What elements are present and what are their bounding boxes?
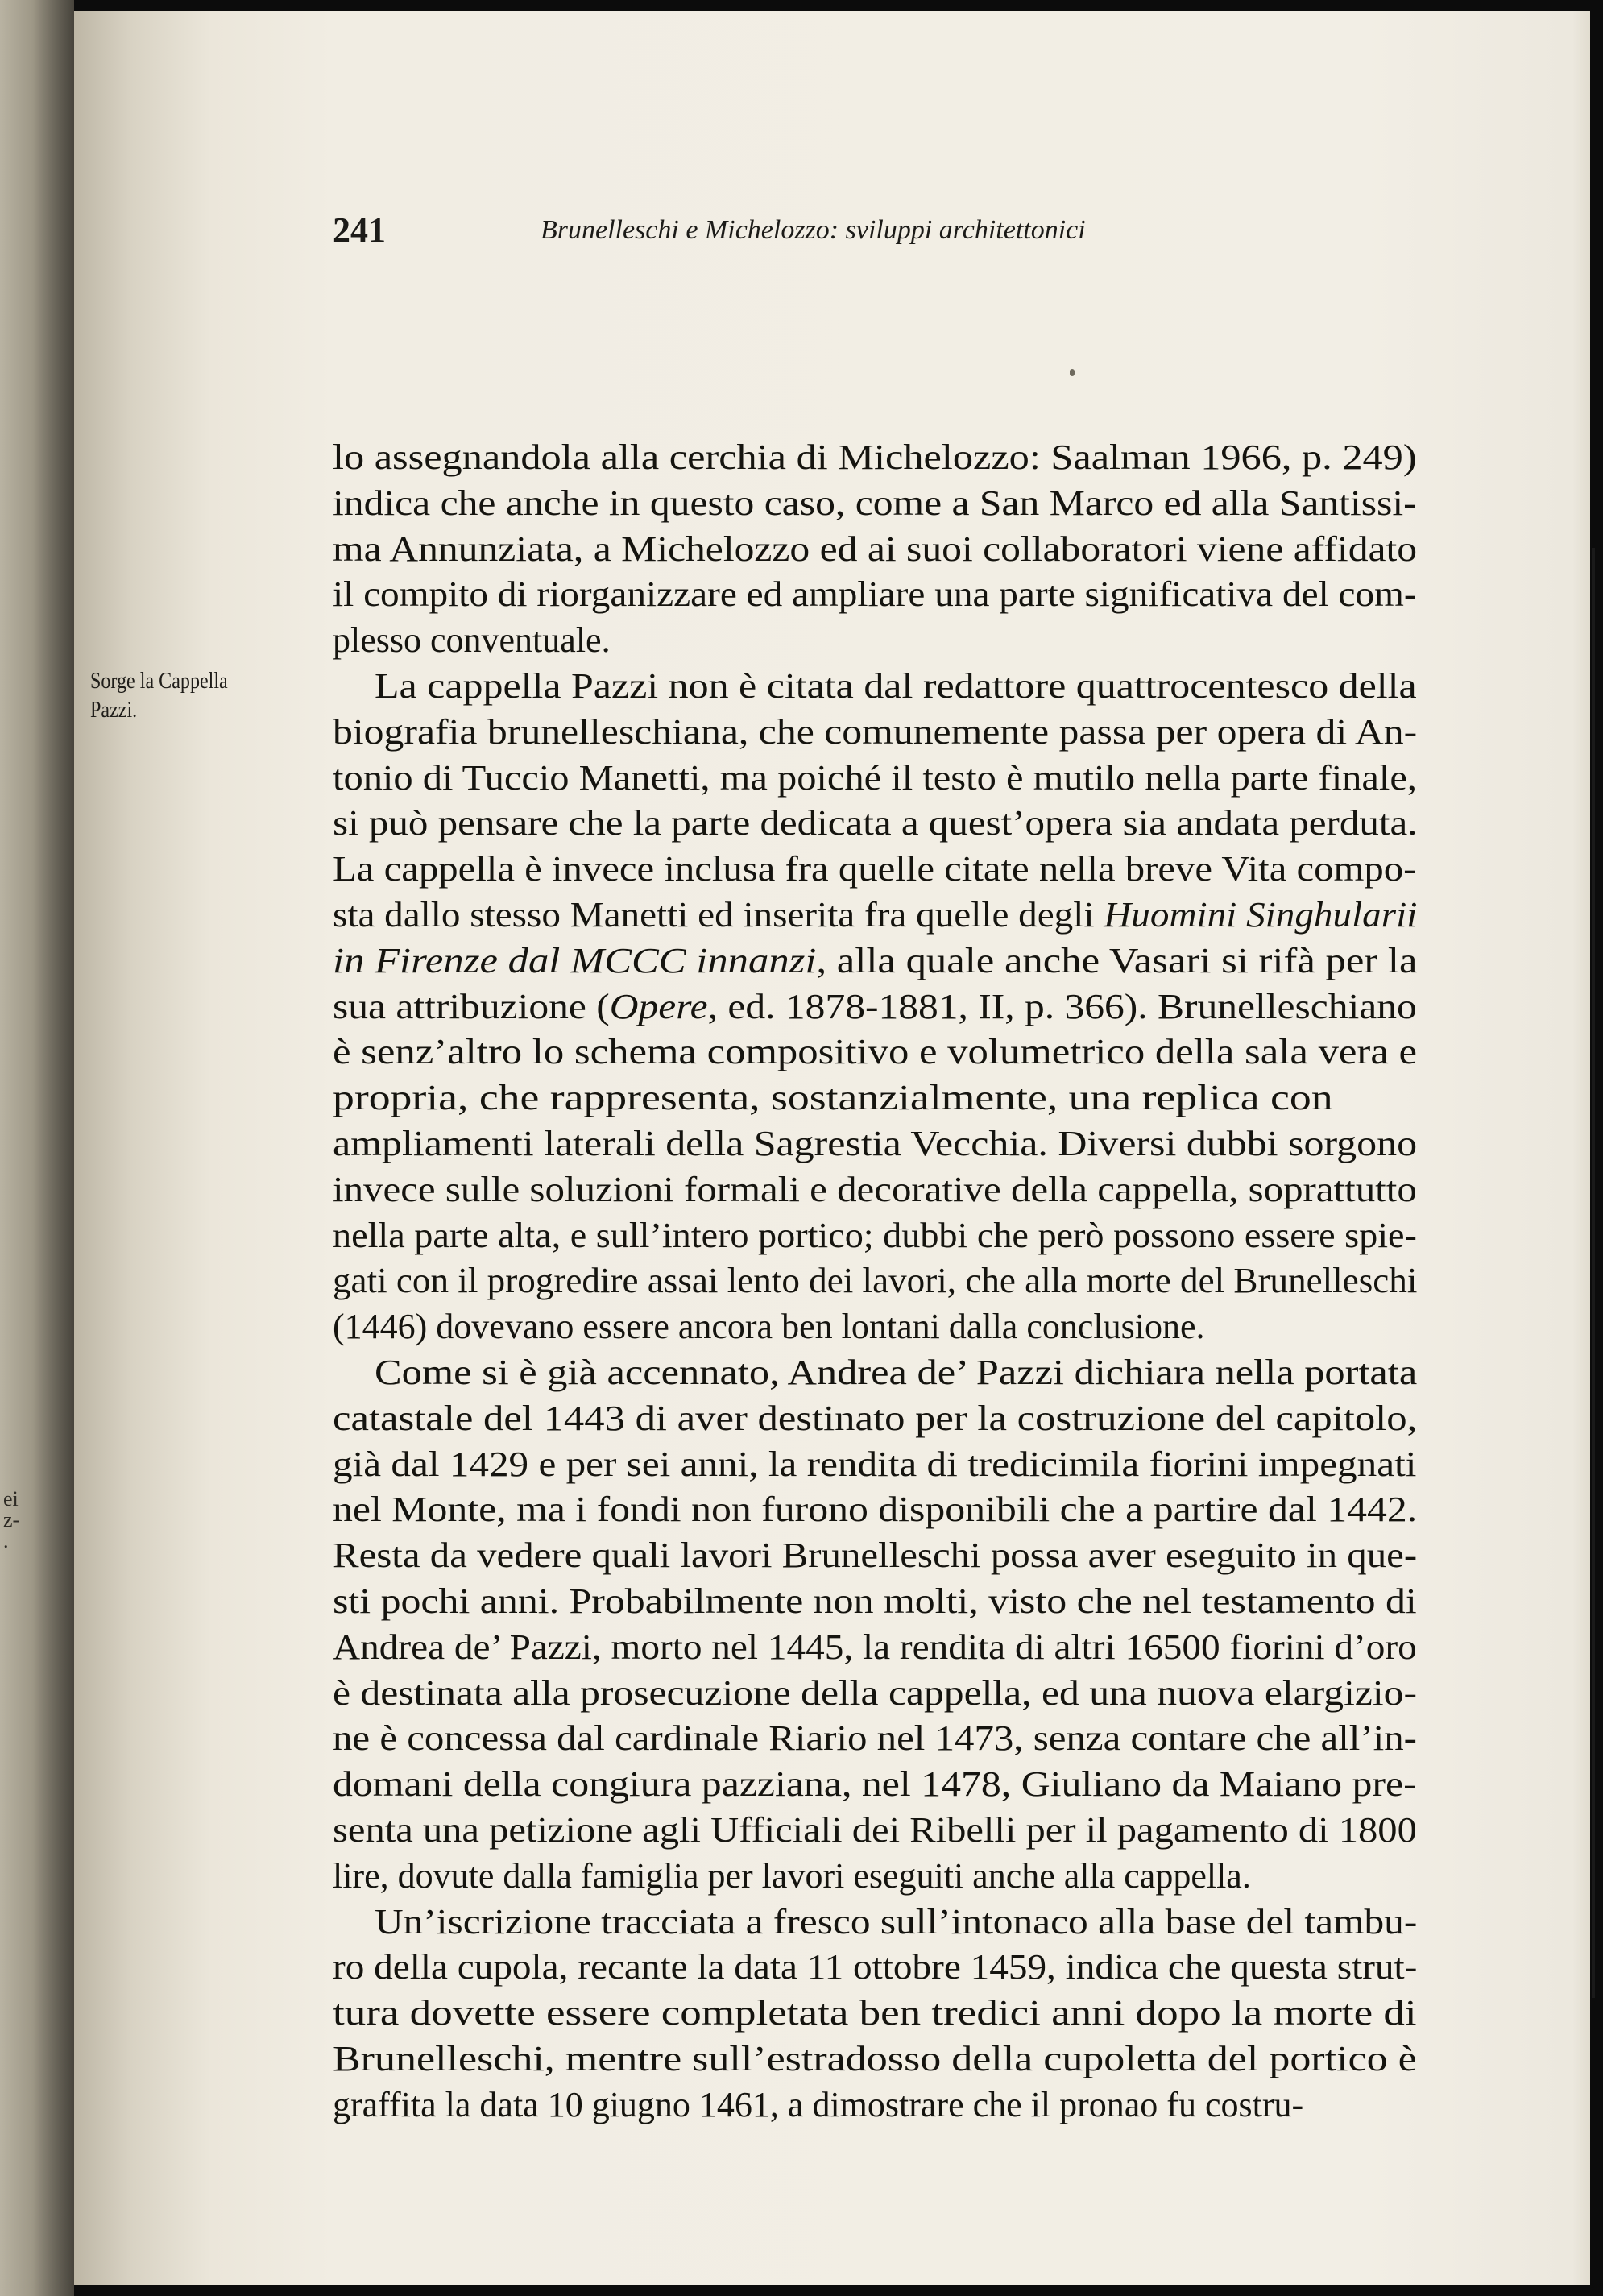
italic-text: Opere — [609, 987, 708, 1026]
text-run: graffita la data 10 giugno 1461, a dimostrare che il pronao fu costru- — [333, 2085, 1304, 2124]
text-line — [375, 1350, 1417, 1395]
text-line — [333, 1625, 1417, 1670]
text-line — [333, 710, 1417, 755]
text-line — [333, 1716, 1417, 1761]
text-line — [333, 1991, 1417, 2036]
text-line — [333, 1030, 1417, 1075]
text-line — [333, 1075, 1333, 1121]
text-run: ampliamenti laterali della Sagrestia Vecchia. Diversi dubbi sorgono — [333, 1124, 1418, 1163]
text-run: lire, dovute dalla famiglia per lavori eseguiti anche alla cappella. — [333, 1856, 1251, 1896]
text-run: lo assegnandola alla cerchia di Michelozzo: Saalman 1966, p. 249) — [333, 437, 1417, 477]
text-run: nel Monte, ma i fondi non furono disponibili che a partire dal 1442. — [333, 1490, 1418, 1529]
text-run: ro della cupola, recante la data 11 ottobre 1459, indica che questa strut- — [333, 1947, 1418, 1987]
text-line — [333, 984, 1417, 1030]
text-line — [333, 435, 1417, 480]
text-line — [333, 1167, 1417, 1212]
text-line — [333, 1854, 1251, 1899]
text-line — [375, 1900, 1417, 1945]
text-run: è senz’altro lo schema compositivo e volumetrico della sala vera e — [333, 1032, 1418, 1071]
text-run: indica che anche in questo caso, come a San Marco ed alla Santissi- — [333, 483, 1417, 523]
text-line — [333, 1762, 1417, 1807]
facing-page-edge — [0, 0, 74, 2296]
text-run: già dal 1429 e per sei anni, la rendita di tredicimila fiorini impegnati — [333, 1444, 1417, 1484]
text-line — [333, 572, 1417, 617]
text-run: domani della congiura pazziana, nel 1478, Giuliano da Maiano pre- — [333, 1764, 1417, 1804]
text-line — [333, 618, 611, 663]
text-line — [333, 1121, 1417, 1167]
text-line — [333, 2083, 1303, 2128]
text-run: gati con il progredire assai lento dei lavori, che alla morte del Brunelleschi — [333, 1261, 1418, 1300]
text-run: (1446) dovevano essere ancora ben lontani dalla conclusione. — [333, 1307, 1205, 1346]
text-line — [333, 527, 1417, 572]
text-run: invece sulle soluzioni formali e decorative della cappella, soprattutto — [333, 1170, 1417, 1209]
text-run: è destinata alla prosecuzione della cappella, ed una nuova elargizio- — [333, 1673, 1417, 1713]
running-head — [333, 208, 1460, 256]
facing-page-text-fragment: z- — [3, 1508, 20, 1531]
text-line — [333, 939, 1417, 984]
text-line — [333, 893, 1417, 938]
text-line — [333, 1304, 1205, 1349]
page-number: 241 — [333, 210, 386, 250]
italic-text: in Firenze dal MCCC innanzi — [333, 941, 817, 980]
text-run: sta dallo stesso Manetti ed inserita fra quelle degli — [333, 895, 1104, 935]
italic-text: Huomini Singhularii — [1104, 895, 1418, 935]
margin-note-line: Pazzi. — [90, 698, 138, 723]
text-run: senta una petizione agli Ufficiali dei Ribelli per il pagamento di 1800 — [333, 1810, 1417, 1850]
text-line — [333, 481, 1417, 526]
text-run: propria, che rappresenta, sostanzialmente, una replica con — [333, 1078, 1333, 1117]
text-run: Resta da vedere quali lavori Brunelleschi possa aver eseguito in que- — [333, 1536, 1418, 1575]
text-run: plesso conventuale. — [333, 620, 611, 660]
text-line — [333, 1258, 1417, 1303]
text-line — [375, 664, 1417, 709]
facing-page-text-fragment: ei — [3, 1487, 19, 1511]
page-edge-rule — [1592, 548, 1595, 1998]
text-line — [333, 1671, 1417, 1716]
text-run: Come si è già accennato, Andrea de’ Pazzi dichiara nella portata — [375, 1353, 1418, 1392]
text-run: , ed. 1878-1881, II, p. 366). Brunelleschiano — [707, 987, 1417, 1026]
text-run: si può pensare che la parte dedicata a quest’opera sia andata perduta. — [333, 803, 1418, 843]
gutter-shadow — [32, 0, 74, 2296]
margin-note — [90, 667, 308, 725]
text-run: sti pochi anni. Probabilmente non molti, visto che nel testamento di — [333, 1581, 1417, 1621]
text-line — [333, 1487, 1417, 1532]
text-line — [333, 1945, 1417, 1990]
text-line — [333, 801, 1417, 846]
text-line — [333, 1213, 1417, 1258]
facing-page-text-fragment: . — [3, 1529, 9, 1552]
text-run: il compito di riorganizzare ed ampliare una parte significativa del com- — [333, 574, 1417, 614]
text-run: La cappella è invece inclusa fra quelle citate nella breve Vita compo- — [333, 849, 1417, 889]
text-run: catastale del 1443 di aver destinato per la costruzione del capitolo, — [333, 1399, 1418, 1438]
text-line — [333, 756, 1417, 801]
text-run: Un’iscrizione tracciata a fresco sull’intonaco alla base del tambu- — [375, 1902, 1418, 1942]
running-head-title: Brunelleschi e Michelozzo: sviluppi architettonici — [541, 215, 1086, 245]
text-run: , alla quale anche Vasari si rifà per la — [816, 941, 1418, 980]
text-line — [333, 2037, 1417, 2082]
text-line — [333, 1442, 1416, 1487]
text-line — [333, 1808, 1417, 1853]
margin-note-line: Sorge la Cappella — [90, 669, 228, 694]
text-run: tonio di Tuccio Manetti, ma poiché il testo è mutilo nella parte finale, — [333, 758, 1417, 798]
text-run: ma Annunziata, a Michelozzo ed ai suoi collaboratori viene affidato — [333, 529, 1418, 569]
text-run: La cappella Pazzi non è citata dal redattore quattrocentesco della — [375, 666, 1417, 706]
text-run: Brunelleschi, mentre sull’estradosso della cupoletta del portico è — [333, 2039, 1417, 2078]
text-line — [333, 847, 1416, 892]
text-run: sua attribuzione ( — [333, 987, 610, 1026]
text-run: ne è concessa dal cardinale Riario nel 1473, senza contare che all’in- — [333, 1718, 1417, 1758]
text-run: Andrea de’ Pazzi, morto nel 1445, la rendita di altri 16500 fiorini d’oro — [333, 1627, 1417, 1667]
text-run: nella parte alta, e sull’intero portico; dubbi che però possono essere spie- — [333, 1216, 1417, 1255]
text-run: biografia brunelleschiana, che comunemente passa per opera di An- — [333, 712, 1418, 752]
text-line — [333, 1396, 1417, 1441]
ink-speck — [1070, 369, 1075, 376]
text-run: tura dovette essere completata ben tredici anni dopo la morte di — [333, 1993, 1417, 2033]
text-line — [333, 1579, 1417, 1624]
text-line — [333, 1533, 1417, 1578]
